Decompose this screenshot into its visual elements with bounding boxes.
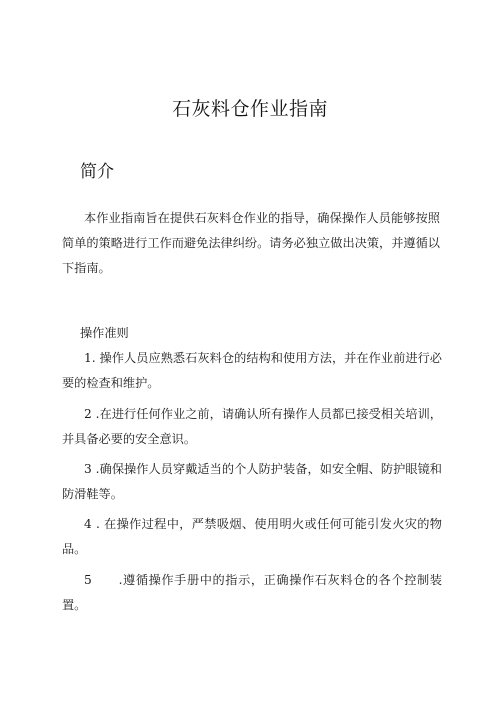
- rule-item-3: 3 .确保操作人员穿戴适当的个人防护装备，如安全帽、防护眼镜和防滑鞋等。: [62, 462, 442, 501]
- rule-item-5: 5 .遵循操作手册中的指示，正确操作石灰料仓的各个控制装置。: [62, 573, 442, 612]
- rule-item-1: 1. 操作人员应熟悉石灰料仓的结构和使用方法，并在作业前进行必要的检查和维护。: [62, 351, 442, 390]
- section-heading-intro: 简介: [80, 162, 114, 182]
- rule-item-2: 2 .在进行任何作业之前，请确认所有操作人员都已接受相关培训，并具备必要的安全意识。: [62, 407, 442, 446]
- rule-item-4: 4 . 在操作过程中，严禁吸烟、使用明火或任何可能引发火灾的物品。: [62, 517, 442, 556]
- document-title: 石灰料仓作业指南: [171, 98, 328, 120]
- rules-heading: 操作准则: [80, 326, 129, 340]
- intro-paragraph: 本作业指南旨在提供石灰料仓作业的指导，确保操作人员能够按照简单的策略进行工作而避免法律纠纷。请务必独立做出决策，并遵循以下指南。: [62, 211, 440, 275]
